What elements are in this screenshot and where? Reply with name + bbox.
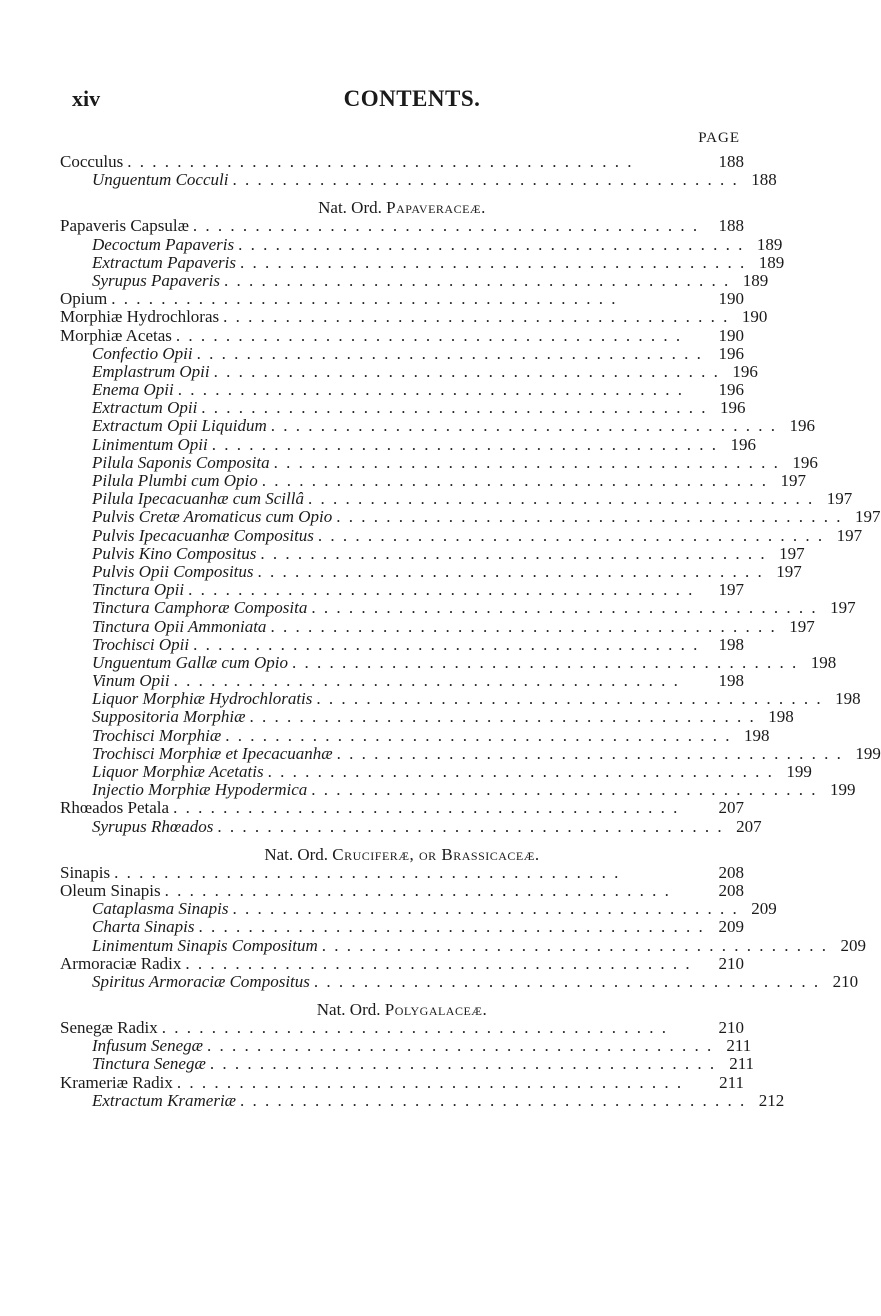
dot-leader: . . . . . . . . . . . . . . . . . . . . . . . . . . . . . . . . . . . . . . . . .	[192, 216, 700, 236]
entry-label: Pulvis Ipecacuanhæ Compositus	[92, 525, 314, 545]
entry-page-number: 207	[718, 798, 744, 818]
dot-leader: . . . . . . . . . . . . . . . . . . . . . . . . . . . . . . . . . . . . . . . . .	[232, 899, 739, 919]
entry-label: Tinctura Opii	[92, 580, 185, 600]
toc-entry[interactable]	[60, 725, 770, 745]
entry-page-number: 197	[854, 507, 881, 527]
dot-leader: . . . . . . . . . . . . . . . . . . . . . . . . . . . . . . . . . . . . . . . . .	[127, 152, 634, 171]
toc-entry[interactable]	[60, 917, 744, 935]
entry-label: Enema Opii	[92, 380, 174, 400]
dot-leader: . . . . . . . . . . . . . . . . . . . . . . . . . . . . . . . . . . . . . . . . .	[249, 707, 756, 727]
entry-page-number: 197	[780, 471, 806, 490]
entry-page-number: 208	[718, 880, 744, 900]
toc-entry[interactable]	[60, 798, 744, 816]
dot-leader: . . . . . . . . . . . . . . . . . . . . . . . . . . . . . . . . . . . . . . . . .	[196, 343, 703, 363]
toc-entry[interactable]	[60, 361, 758, 381]
entry-page-number: 198	[718, 671, 744, 691]
toc-entry[interactable]	[60, 398, 744, 416]
entry-label: Opium	[60, 289, 108, 309]
dot-leader: . . . . . . . . . . . . . . . . . . . . . . . . . . . . . . . . . . . . . . . . .	[307, 489, 815, 509]
section-heading	[60, 835, 744, 863]
entry-page-number: 198	[810, 652, 837, 672]
entry-page-number: 197	[836, 525, 863, 545]
page-title: CONTENTS.	[343, 86, 481, 111]
entry-label: Linimentum Sinapis Compositum	[92, 935, 318, 955]
entry-page-number: 196	[789, 416, 815, 436]
entry-page-number: 197	[779, 543, 805, 563]
entry-page-number: 210	[718, 1018, 744, 1038]
dot-leader: . . . . . . . . . . . . . . . . . . . . . . . . . . . . . . . . . . . . . . . . .	[161, 1018, 668, 1038]
section-heading	[60, 990, 744, 1018]
dot-leader: . . . . . . . . . . . . . . . . . . . . . . . . . . . . . . . . . . . . . . . . .	[176, 1072, 684, 1092]
toc-entry[interactable]	[60, 1090, 785, 1110]
toc-entry[interactable]	[60, 416, 815, 436]
section-name: Polygalaceæ.	[384, 1000, 488, 1020]
toc-entry[interactable]	[60, 170, 777, 190]
toc-entry[interactable]	[60, 1018, 744, 1036]
dot-leader: . . . . . . . . . . . . . . . . . . . . . . . . . . . . . . . . . . . . . . . . .	[240, 252, 747, 272]
entry-label: Confectio Opii	[92, 343, 193, 363]
entry-label: Morphiæ Hydrochloras	[60, 307, 220, 327]
dot-leader: . . . . . . . . . . . . . . . . . . . . . . . . . . . . . . . . . . . . . . . . .	[211, 434, 718, 454]
toc-entry[interactable]	[60, 489, 853, 509]
dot-leader: . . . . . . . . . . . . . . . . . . . . . . . . . . . . . . . . . . . . . . . . .	[321, 935, 828, 955]
entry-page-number: 196	[718, 380, 744, 400]
dot-leader: . . . . . . . . . . . . . . . . . . . . . . . . . . . . . . . . . . . . . . . . .	[206, 1036, 714, 1056]
entry-label: Sinapis	[60, 862, 111, 882]
toc-entry[interactable]	[60, 616, 815, 636]
entry-label: Morphiæ Acetas	[60, 325, 172, 345]
toc-entry[interactable]	[60, 671, 744, 689]
dot-leader: . . . . . . . . . . . . . . . . . . . . . . . . . . . . . . . . . . . . . . . . .	[260, 543, 767, 563]
dot-leader: . . . . . . . . . . . . . . . . . . . . . . . . . . . . . . . . . . . . . . . . .	[311, 780, 818, 800]
dot-leader: . . . . . . . . . . . . . . . . . . . . . . . . . . . . . . . . . . . . . . . . .	[185, 953, 692, 973]
entry-label: Linimentum Opii	[92, 434, 208, 454]
entry-label: Spiritus Armoraciæ Compositus	[92, 971, 310, 991]
entry-page-number: 199	[830, 780, 856, 800]
toc-entry[interactable]	[60, 561, 802, 581]
entry-label: Pulvis Cretæ Aromaticus cum Opio	[92, 507, 333, 527]
dot-leader: . . . . . . . . . . . . . . . . . . . . . . . . . . . . . . . . . . . . . . . . .	[273, 452, 780, 472]
entry-page-number: 198	[744, 725, 770, 745]
entry-label: Syrupus Rhœados	[92, 816, 214, 836]
toc-entry[interactable]	[60, 1073, 744, 1091]
entry-page-number: 196	[792, 452, 818, 472]
entry-label: Rhœados Petala	[60, 798, 170, 818]
entry-label: Pilula Saponis Composita	[92, 452, 270, 472]
section-name: Papaveraceæ.	[386, 198, 486, 218]
entry-label: Injectio Morphiæ Hypodermica	[92, 780, 308, 800]
entry-page-number: 196	[718, 343, 744, 363]
table-of-contents	[60, 152, 881, 1110]
entry-page-number: 209	[751, 899, 777, 919]
entry-page-number: 188	[751, 170, 777, 190]
dot-leader: . . . . . . . . . . . . . . . . . . . . . . . . . . . . . . . . . . . . . . . . .	[311, 598, 818, 618]
dot-leader: . . . . . . . . . . . . . . . . . . . . . . . . . . . . . . . . . . . . . . . . .	[188, 580, 695, 600]
toc-entry[interactable]	[60, 270, 769, 290]
dot-leader: . . . . . . . . . . . . . . . . . . . . . . . . . . . . . . . . . . . . . . . . .	[317, 525, 825, 545]
entry-label: Decoctum Papaveris	[92, 234, 235, 254]
entry-label: Tinctura Opii Ammoniata	[92, 616, 267, 636]
dot-leader: . . . . . . . . . . . . . . . . . . . . . . . . . . . . . . . . . . . . . . . . .	[261, 471, 768, 490]
dot-leader: . . . . . . . . . . . . . . . . . . . . . . . . . . . . . . . . . . . . . . . . .	[240, 1090, 747, 1110]
toc-entry[interactable]	[60, 471, 806, 490]
entry-page-number: 208	[718, 862, 744, 882]
entry-page-number: 197	[826, 489, 853, 509]
toc-entry[interactable]	[60, 543, 805, 563]
toc-entry[interactable]	[60, 935, 866, 955]
dot-leader: . . . . . . . . . . . . . . . . . . . . . . . . . . . . . . . . . . . . . . . . .	[223, 270, 731, 290]
entry-page-number: 209	[840, 935, 866, 955]
entry-page-number: 189	[742, 270, 769, 290]
toc-entry[interactable]	[60, 954, 744, 972]
entry-page-number: 197	[718, 580, 744, 600]
entry-label: Charta Sinapis	[92, 917, 195, 937]
toc-entry[interactable]	[60, 863, 744, 881]
toc-entry[interactable]	[60, 344, 744, 362]
entry-label: Cataplasma Sinapis	[92, 899, 229, 919]
page-number: xiv	[72, 86, 101, 111]
toc-entry[interactable]	[60, 635, 744, 653]
entry-page-number: 199	[786, 762, 812, 781]
entry-label: Trochisci Morphiæ et Ipecacuanhæ	[92, 743, 333, 763]
toc-entry[interactable]	[60, 234, 783, 254]
entry-page-number: 207	[736, 816, 762, 836]
entry-page-number: 211	[729, 1054, 755, 1074]
entry-label: Syrupus Papaveris	[92, 270, 220, 290]
toc-entry[interactable]	[60, 743, 881, 763]
dot-leader: . . . . . . . . . . . . . . . . . . . . . . . . . . . . . . . . . . . . . . . . .	[313, 971, 821, 991]
entry-label: Extractum Opii	[92, 398, 198, 418]
dot-leader: . . . . . . . . . . . . . . . . . . . . . . . . . . . . . . . . . . . . . . . . .	[209, 1054, 717, 1074]
entry-label: Oleum Sinapis	[60, 880, 161, 900]
dot-leader: . . . . . . . . . . . . . . . . . . . . . . . . . . . . . . . . . . . . . . . . .	[173, 798, 680, 818]
entry-page-number: 196	[730, 434, 756, 454]
entry-label: Emplastrum Opii	[92, 361, 210, 381]
section-heading	[60, 188, 744, 216]
entry-page-number: 197	[776, 561, 802, 581]
entry-label: Senegæ Radix	[60, 1018, 158, 1038]
entry-page-number: 190	[718, 289, 744, 309]
page-column-label: PAGE	[698, 130, 740, 146]
toc-entry[interactable]	[60, 598, 856, 618]
toc-entry[interactable]	[60, 689, 861, 709]
dot-leader: . . . . . . . . . . . . . . . . . . . . . . . . . . . . . . . . . . . . . . . . .	[270, 416, 777, 436]
dot-leader: . . . . . . . . . . . . . . . . . . . . . . . . . . . . . . . . . . . . . . . . .	[193, 634, 700, 654]
entry-page-number: 188	[718, 152, 744, 171]
dot-leader: . . . . . . . . . . . . . . . . . . . . . . . . . . . . . . . . . . . . . . . . .	[173, 671, 680, 691]
entry-page-number: 189	[758, 252, 785, 272]
entry-label: Suppositoria Morphiæ	[92, 707, 246, 727]
entry-label: Krameriæ Radix	[60, 1072, 173, 1092]
section-prefix: Nat. Ord.	[318, 198, 382, 218]
dot-leader: . . . . . . . . . . . . . . . . . . . . . . . . . . . . . . . . . . . . . . . . .	[238, 234, 745, 254]
toc-entry[interactable]	[60, 307, 768, 327]
entry-page-number: 196	[720, 398, 746, 418]
entry-page-number: 211	[726, 1036, 752, 1056]
section-prefix: Nat. Ord.	[316, 1000, 381, 1020]
dot-leader: . . . . . . . . . . . . . . . . . . . . . . . . . . . . . . . . . . . . . . . . .	[336, 743, 843, 763]
toc-entry[interactable]	[60, 652, 837, 672]
dot-leader: . . . . . . . . . . . . . . . . . . . . . . . . . . . . . . . . . . . . . . . . .	[267, 762, 774, 781]
entry-label: Liquor Morphiæ Acetatis	[92, 762, 264, 781]
entry-label: Pulvis Kino Compositus	[92, 543, 257, 563]
entry-label: Cocculus	[60, 152, 124, 171]
entry-page-number: 198	[835, 689, 861, 709]
dot-leader: . . . . . . . . . . . . . . . . . . . . . . . . . . . . . . . . . . . . . . . . .	[213, 361, 720, 381]
entry-page-number: 212	[758, 1090, 785, 1110]
dot-leader: . . . . . . . . . . . . . . . . . . . . . . . . . . . . . . . . . . . . . . . . .	[177, 380, 684, 400]
toc-entry[interactable]	[60, 452, 818, 472]
dot-leader: . . . . . . . . . . . . . . . . . . . . . . . . . . . . . . . . . . . . . . . . .	[111, 289, 618, 309]
dot-leader: . . . . . . . . . . . . . . . . . . . . . . . . . . . . . . . . . . . . . . . . .	[316, 689, 823, 709]
dot-leader: . . . . . . . . . . . . . . . . . . . . . . . . . . . . . . . . . . . . . . . . .	[257, 561, 764, 581]
entry-page-number: 198	[768, 707, 794, 727]
entry-label: Pilula Ipecacuanhæ cum Scillâ	[92, 489, 304, 509]
entry-label: Vinum Opii	[92, 671, 170, 691]
entry-page-number: 190	[718, 325, 744, 345]
toc-entry[interactable]	[60, 507, 881, 527]
entry-page-number: 190	[741, 307, 768, 327]
section-prefix: Nat. Ord.	[264, 844, 329, 864]
toc-entry[interactable]	[60, 899, 777, 919]
entry-label: Tinctura Senegæ	[92, 1054, 206, 1074]
toc-entry[interactable]	[60, 762, 812, 781]
running-header	[72, 86, 752, 116]
entry-label: Pilula Plumbi cum Opio	[92, 471, 258, 490]
entry-label: Tinctura Camphoræ Composita	[92, 598, 308, 618]
toc-entry[interactable]	[60, 152, 744, 170]
toc-entry[interactable]	[60, 289, 744, 307]
dot-leader: . . . . . . . . . . . . . . . . . . . . . . . . . . . . . . . . . . . . . . . . .	[198, 917, 705, 937]
entry-page-number: 210	[718, 953, 744, 973]
dot-leader: . . . . . . . . . . . . . . . . . . . . . . . . . . . . . . . . . . . . . . . . .	[232, 170, 739, 190]
dot-leader: . . . . . . . . . . . . . . . . . . . . . . . . . . . . . . . . . . . . . . . . .	[336, 507, 843, 527]
entry-label: Extractum Krameriæ	[92, 1090, 237, 1110]
entry-page-number: 198	[718, 634, 744, 654]
toc-entry[interactable]	[60, 881, 744, 899]
dot-leader: . . . . . . . . . . . . . . . . . . . . . . . . . . . . . . . . . . . . . . . . .	[217, 816, 724, 836]
entry-page-number: 210	[832, 971, 859, 991]
entry-label: Extractum Papaveris	[92, 252, 236, 272]
toc-entry[interactable]	[60, 1054, 755, 1074]
entry-page-number: 196	[732, 361, 758, 381]
toc-entry[interactable]	[60, 816, 762, 836]
entry-label: Liquor Morphiæ Hydrochloratis	[92, 689, 313, 709]
entry-page-number: 199	[855, 743, 881, 763]
dot-leader: . . . . . . . . . . . . . . . . . . . . . . . . . . . . . . . . . . . . . . . . .	[114, 862, 621, 882]
toc-entry[interactable]	[60, 1036, 752, 1056]
dot-leader: . . . . . . . . . . . . . . . . . . . . . . . . . . . . . . . . . . . . . . . . .	[201, 398, 708, 418]
dot-leader: . . . . . . . . . . . . . . . . . . . . . . . . . . . . . . . . . . . . . . . . .	[225, 725, 732, 745]
entry-page-number: 197	[830, 598, 856, 618]
entry-label: Papaveris Capsulæ	[60, 216, 189, 236]
toc-entry[interactable]	[60, 707, 794, 727]
entry-label: Extractum Opii Liquidum	[92, 416, 267, 436]
dot-leader: . . . . . . . . . . . . . . . . . . . . . . . . . . . . . . . . . . . . . . . . .	[291, 652, 799, 672]
entry-label: Pulvis Opii Compositus	[92, 561, 254, 581]
entry-label: Trochisci Opii	[92, 634, 190, 654]
dot-leader: . . . . . . . . . . . . . . . . . . . . . . . . . . . . . . . . . . . . . . . . .	[175, 325, 683, 345]
entry-label: Unguentum Cocculi	[92, 170, 229, 190]
toc-entry[interactable]	[60, 525, 863, 545]
entry-page-number: 209	[718, 917, 744, 937]
toc-entry[interactable]	[60, 252, 785, 272]
entry-label: Armoraciæ Radix	[60, 953, 182, 973]
entry-page-number: 211	[719, 1072, 744, 1092]
toc-entry[interactable]	[60, 380, 744, 398]
entry-page-number: 189	[756, 234, 783, 254]
dot-leader: . . . . . . . . . . . . . . . . . . . . . . . . . . . . . . . . . . . . . . . . .	[223, 307, 730, 327]
section-name: Cruciferæ, or Brassicaceæ.	[332, 844, 540, 864]
entry-label: Trochisci Morphiæ	[92, 725, 222, 745]
entry-label: Unguentum Gallæ cum Opio	[92, 652, 288, 672]
entry-page-number: 188	[718, 216, 744, 236]
toc-entry[interactable]	[60, 580, 744, 598]
dot-leader: . . . . . . . . . . . . . . . . . . . . . . . . . . . . . . . . . . . . . . . . .	[270, 616, 777, 636]
entry-page-number: 197	[789, 616, 815, 636]
toc-entry[interactable]	[60, 216, 744, 234]
toc-entry[interactable]	[60, 780, 856, 800]
toc-entry[interactable]	[60, 434, 756, 454]
entry-label: Infusum Senegæ	[92, 1036, 203, 1056]
dot-leader: . . . . . . . . . . . . . . . . . . . . . . . . . . . . . . . . . . . . . . . . .	[164, 880, 671, 900]
toc-entry[interactable]	[60, 326, 744, 344]
toc-entry[interactable]	[60, 971, 859, 991]
